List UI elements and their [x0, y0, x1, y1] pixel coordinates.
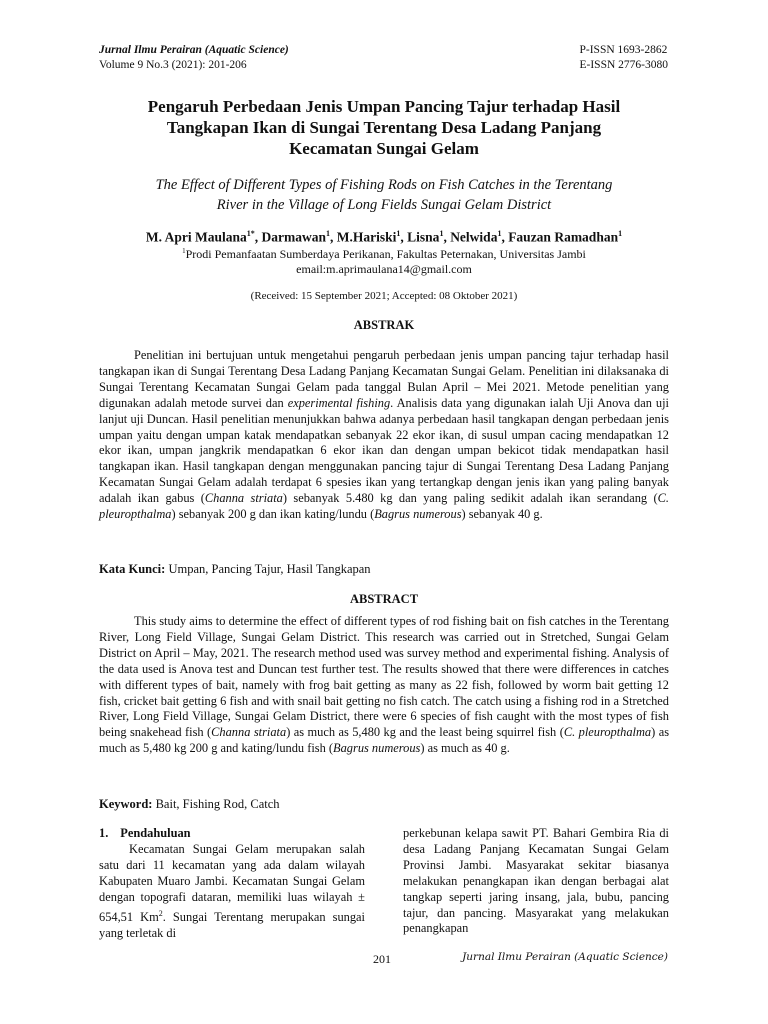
title-line: Pengaruh Perbedaan Jenis Umpan Pancing Tajur terhadap Hasil [147, 97, 621, 116]
abstrak-heading: ABSTRAK [353, 318, 415, 332]
intro-paragraph [99, 842, 365, 942]
author-name: Lisna [407, 229, 440, 245]
abstrak-part: ) sebanyak 5.480 kg dan yang paling sedikit adalah ikan serandang ( [282, 491, 658, 506]
species-name: Bagrus numerous [374, 507, 462, 522]
affiliation-sup: 1 [182, 247, 186, 255]
paper-title [99, 96, 669, 159]
keyword-text: Bait, Fishing Rod, Catch [152, 797, 280, 811]
author-sup: 1 [326, 229, 331, 238]
journal-header [99, 43, 289, 73]
page-number: 201 [373, 952, 391, 966]
abstrak-part: ) sebanyak 200 g dan ikan kating/lundu ( [171, 507, 375, 522]
author-name: Nelwida [450, 229, 498, 245]
intro-column-right [403, 826, 669, 937]
abstrak-part: ) sebanyak 40 g. [461, 507, 543, 522]
species-name: C. pleuropthalma [99, 491, 670, 522]
abstract-part: ) as much as 5,480 kg and the least being squirrel fish ( [286, 725, 564, 740]
author-sup: 1 [618, 229, 623, 238]
author-email: email:m.aprimaulana14@gmail.com [296, 262, 472, 276]
intro-column-left [99, 826, 365, 941]
footer-journal: Jurnal Ilmu Perairan (Aquatic Science) [462, 951, 668, 963]
kata-kunci [99, 562, 669, 577]
subtitle-line: River in the Village of Long Fields Sungai Gelam District [216, 197, 552, 213]
author-list: M. Apri Maulana$^{1*}$, Darmawan$^1$, M.Hariski$^1$, Lisna$^1$, Nelwida$^1$, Fauzan Ramadhan$^1$ [145, 229, 623, 245]
intro-part: . Sungai Terentang merupakan sungai yang terletak di [99, 909, 365, 940]
abstrak-part: Penelitian ini bertujuan untuk mengetahui pengaruh perbedaan jenis umpan pancing tajur terhadap hasil tangkapan ikan di Sungai Terentang Desa Ladang Panjang Kecamatan Sungai Gelam. Penelitian ini dilaksanaka di Sungai Terentang Kecamatan Sungai Gelam pada tanggal Bulan April – Mei 2021. Metode penelitian yang digunakan adalah metode survei dan [99, 348, 669, 410]
abstract-part: ) as much as 40 g. [420, 741, 510, 756]
kata-kunci-label: Kata Kunci: [99, 562, 166, 576]
author-name: Fauzan Ramadhan [508, 229, 619, 245]
species-name: Bagrus numerous [333, 741, 421, 756]
journal-name: Jurnal Ilmu Perairan (Aquatic Science) [99, 44, 289, 56]
intro-paragraph-cont: perkebunan kelapa sawit PT. Bahari Gembira Ria di desa Ladang Panjang Kecamatan Sungai Gelam Provinsi Jambi. Masyarakat sekitar biasanya melakukan penangkapan ikan dengan berbagai alat tangkap seperti jaring insang, jala, bubu, pancing tajur, dan pancing. Masyarakat yang melakukan penangkapan [403, 826, 669, 936]
keyword-label: Keyword: [99, 797, 153, 811]
abstract-part: ) as much as 5,480 kg 200 g and kating/lundu fish ( [99, 725, 670, 756]
section-heading [99, 826, 365, 842]
abstrak-text [99, 348, 669, 523]
abstrak-italic: experimental fishing [287, 395, 391, 410]
received-dates: (Received: 15 September 2021; Accepted: 08 Oktober 2021) [250, 290, 518, 302]
author-name: M.Hariski [336, 229, 397, 245]
author-sup: 1 [439, 229, 444, 238]
author-sup: 1* [246, 229, 255, 238]
english-title [99, 175, 669, 215]
section-title: Pendahuluan [120, 826, 191, 840]
abstract-part: This study aims to determine the effect of different types of rod fishing bait on fish catches in the Terentang River, Long Field Village, Sungai Gelam District. This research was carried out in Stretched, Sungai Gelam District on April – May, 2021. The research method used was survey method and experimental fishing. Analysis of the data used is Anova test and Duncan test further test. The results showed that there were differences in catches with different types of bait, namely with frog bait getting as many as 22 fish, followed by worm bait getting 12 fish, cricket bait getting 6 fish and with snail bait getting no fish catch. The catch using a fishing rod in a Stretched River, Long Field Village, Sungai Gelam District, there were 6 species of fish caught with the most types of fish being snakehead fish ( [99, 614, 669, 740]
title-line: Tangkapan Ikan di Sungai Terentang Desa Ladang Panjang [166, 118, 602, 137]
author-name: M. Apri Maulana [145, 229, 247, 245]
abstract-heading: ABSTRACT [349, 592, 419, 606]
abstrak-part: . Analisis data yang digunakan ialah Uji Anova dan uji lanjut uji Duncan. Hasil penelitian menunjukkan bahwa adanya perbedaan hasil tangkapan dengan perbedaan jenis umpan yaitu dengan umpan katak mendapatkan sebanyak 22 ekor ikan, di susul umpan cacing mendapatkan 12 ekor ikan, umpan jangkrik mendapatkan 6 ekor ikan dan dengan umpan bekicot tidak mendapatkan hasil tangkapan ikan. Hasil tangkapan dengan menggunakan pancing tajur di Sungai Terentang Desa Ladang Panjang Kecamatan Sungai Gelam adalah terdapat 6 spesies ikan yang tertangkap dengan jenis ikan yang paling banyak adalah ikan gabus ( [99, 395, 670, 506]
species-name: Channa striata [204, 491, 283, 506]
species-name: Channa striata [211, 725, 287, 740]
author-sup: 1 [396, 229, 401, 238]
title-line: Kecamatan Sungai Gelam [289, 139, 479, 158]
p-issn: P-ISSN 1693-2862 [579, 44, 668, 56]
author-sup: 1 [497, 229, 502, 238]
e-issn: E-ISSN 2776-3080 [579, 59, 668, 71]
affiliation: Prodi Pemanfaatan Sumberdaya Perikanan, Fakultas Peternakan, Universitas Jambi [185, 247, 586, 261]
kata-kunci-text: Umpan, Pancing Tajur, Hasil Tangkapan [165, 562, 371, 576]
species-name: C. pleuropthalma [563, 725, 652, 740]
subtitle-line: The Effect of Different Types of Fishing Rods on Fish Catches in the Terentang [155, 177, 613, 193]
abstract-text [99, 614, 669, 757]
section-number: 1. [99, 826, 109, 840]
issn-block [580, 43, 669, 73]
keyword [99, 797, 669, 812]
author-name: Darmawan [261, 229, 327, 245]
journal-volume: Volume 9 No.3 (2021): 201-206 [99, 59, 247, 71]
affiliation-block [99, 244, 669, 277]
superscript: 2 [158, 908, 163, 918]
intro-part: Kecamatan Sungai Gelam merupakan salah satu dari 11 kecamatan yang ada dalam wilayah Kabupaten Muaro Jambi. Kecamatan Sungai Gelam dengan topografi dataran, memiliki luas wilayah ± 654,51 Km [99, 841, 365, 924]
